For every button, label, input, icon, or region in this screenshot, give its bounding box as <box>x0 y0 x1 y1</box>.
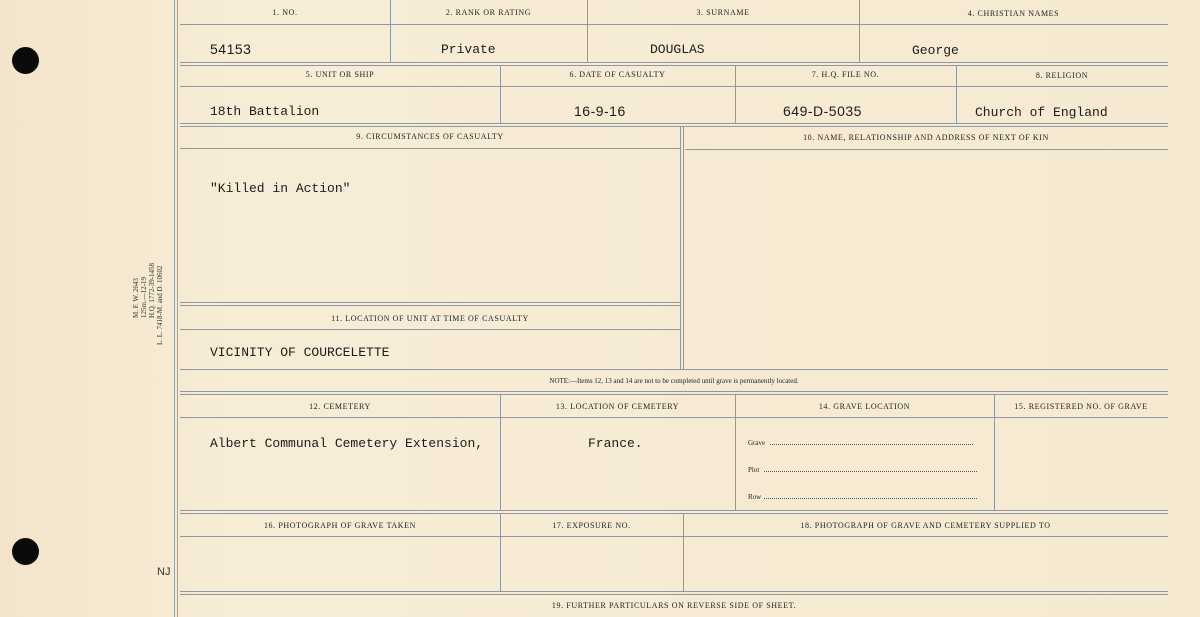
header-photograph-taken: 16. PHOTOGRAPH OF GRAVE TAKEN <box>263 521 417 530</box>
rule <box>180 513 1168 514</box>
side-print-line: L. L. 7418-M. and D. 10602 <box>156 265 164 345</box>
rule <box>994 394 995 510</box>
header-rank: 2. RANK OR RATING <box>445 8 532 17</box>
rule <box>180 65 1168 66</box>
rule <box>180 391 1168 392</box>
row-field-line <box>764 498 977 499</box>
rank-value: Private <box>441 42 496 57</box>
hq-file-no-value: 649-D-5035 <box>783 103 862 119</box>
rule <box>180 329 680 330</box>
row-field-label: Row <box>748 493 762 501</box>
rule <box>180 24 1168 25</box>
header-exposure-no: 17. EXPOSURE NO. <box>552 521 631 530</box>
rule <box>685 149 1168 150</box>
rule <box>180 417 1168 418</box>
header-religion: 8. RELIGION <box>1035 71 1089 80</box>
plot-field-line <box>764 471 977 472</box>
rule <box>180 126 1168 127</box>
header-next-of-kin: 10. NAME, RELATIONSHIP AND ADDRESS OF NEXT OF KIN <box>803 133 1049 142</box>
surname-value: DOUGLAS <box>650 42 705 57</box>
cemetery-value: Albert Communal Cemetery Extension, <box>210 436 484 451</box>
header-location-of-unit: 11. LOCATION OF UNIT AT TIME OF CASUALTY <box>331 314 529 323</box>
header-registered-no: 15. REGISTERED NO. OF GRAVE <box>1014 402 1148 411</box>
header-number: 1. NO. <box>272 8 298 17</box>
header-location-of-cemetery: 13. LOCATION OF CEMETERY <box>555 402 680 411</box>
rule <box>180 302 680 303</box>
header-circumstances: 9. CIRCUMSTANCES OF CASUALTY <box>356 132 504 141</box>
rule <box>500 394 501 510</box>
side-print-line: H.Q. 1772-39-1458 <box>148 262 156 318</box>
rule <box>180 591 1168 592</box>
rule <box>180 510 1168 511</box>
rule <box>180 536 1168 537</box>
punch-hole-top <box>12 47 39 74</box>
header-christian-names: 4. CHRISTIAN NAMES <box>967 9 1060 18</box>
rule <box>180 594 1168 595</box>
margin-rule <box>174 0 175 617</box>
rule <box>180 62 1168 63</box>
rule <box>680 126 681 370</box>
rule <box>180 86 1168 87</box>
location-of-unit-value: VICINITY OF COURCELETTE <box>210 345 390 360</box>
grave-field-label: Grave <box>748 439 766 447</box>
header-hq-file-no: 7. H.Q. FILE NO. <box>811 70 880 79</box>
punch-hole-bottom <box>12 538 39 565</box>
header-unit: 5. UNIT OR SHIP <box>305 70 375 79</box>
rule <box>180 369 1168 370</box>
clerk-initials: NJ <box>157 566 171 578</box>
rule <box>735 394 736 510</box>
date-of-casualty-value: 16-9-16 <box>574 103 626 119</box>
unit-value: 18th Battalion <box>210 104 320 119</box>
completion-note: NOTE:—Items 12, 13 and 14 are not to be completed until grave is permanently located. <box>549 377 799 385</box>
rule <box>683 126 684 370</box>
service-number-value: 54153 <box>210 41 252 57</box>
religion-value: Church of England <box>975 105 1108 120</box>
rule <box>180 394 1168 395</box>
rule <box>180 123 1168 124</box>
circumstances-value: "Killed in Action" <box>210 181 351 196</box>
further-particulars-note: 19. FURTHER PARTICULARS ON REVERSE SIDE OF SHEET. <box>551 601 797 610</box>
grave-field-line <box>770 444 973 445</box>
cemetery-location-value: France. <box>588 436 643 451</box>
side-print-line: 125m.—12-19 <box>140 276 148 318</box>
header-date-of-casualty: 6. DATE OF CASUALTY <box>569 70 666 79</box>
plot-field-label: Plot <box>748 466 760 474</box>
header-cemetery: 12. CEMETERY <box>309 402 371 411</box>
margin-rule <box>177 0 178 617</box>
rule <box>180 305 680 306</box>
rule <box>180 148 680 149</box>
header-surname: 3. SURNAME <box>696 8 750 17</box>
side-print-line: M. F. W. 2643 <box>132 278 140 318</box>
christian-names-value: George <box>912 43 959 58</box>
header-grave-location: 14. GRAVE LOCATION <box>818 402 911 411</box>
header-photograph-supplied-to: 18. PHOTOGRAPH OF GRAVE AND CEMETERY SUPPLIED TO <box>800 521 1051 530</box>
